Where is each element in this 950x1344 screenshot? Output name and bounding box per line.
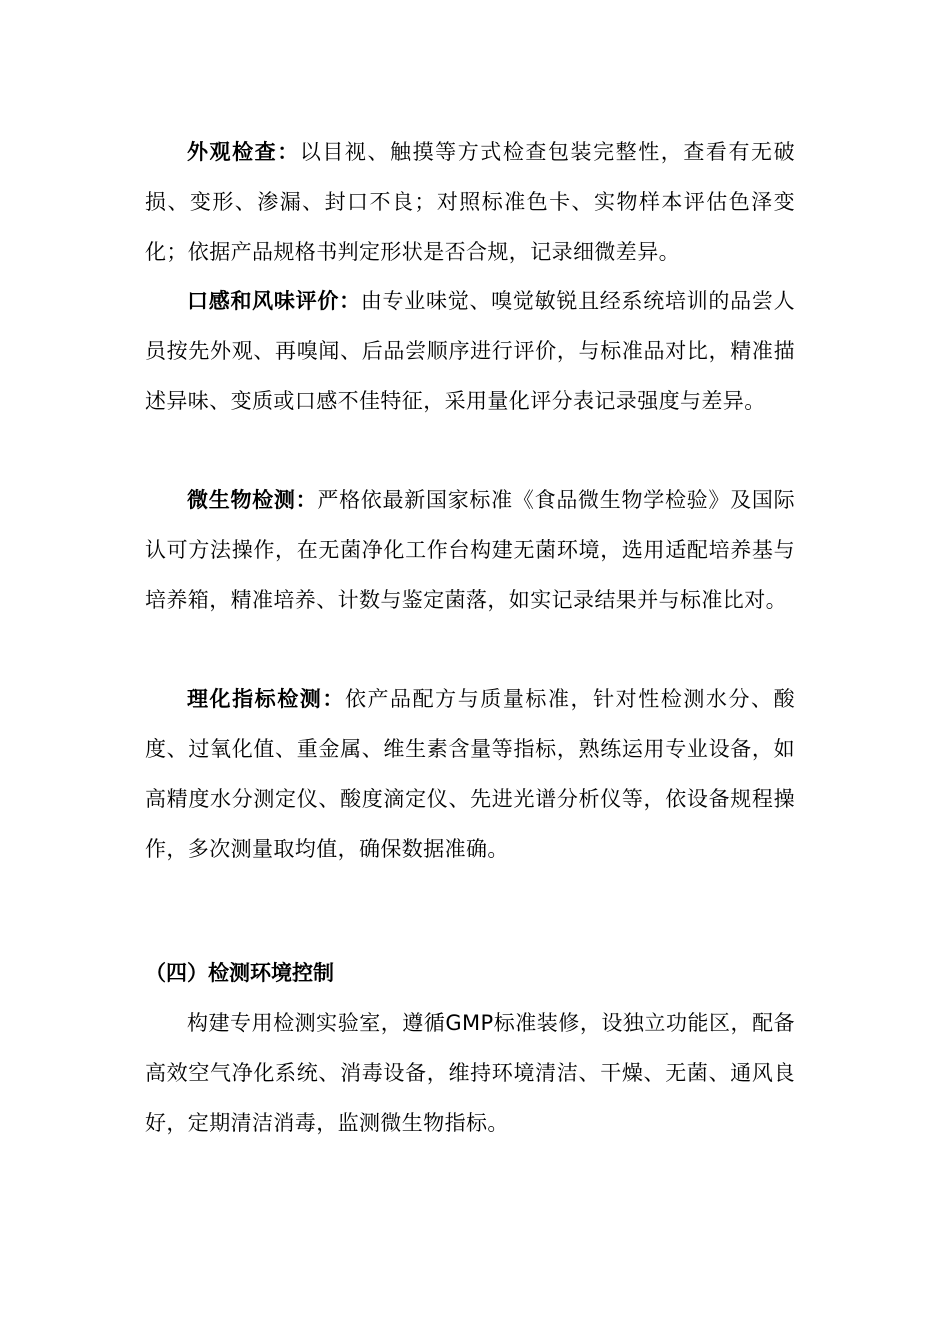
paragraph-lead: 微生物检测：: [187, 488, 318, 512]
paragraph-lead: 外观检查：: [187, 140, 300, 164]
paragraph-lead: 理化指标检测：: [187, 687, 345, 711]
paragraph-body: 以目视、触摸等方式检查包装完整性，查看有无破损、变形、渗漏、封口不良；对照标准色卡、实物样本评估色泽变化；依据产品规格书判定形状是否合规，记录细微差异。: [145, 140, 795, 264]
section-heading: （四）检测环境控制: [145, 961, 334, 985]
paragraph-environment-control: [145, 998, 795, 1148]
paragraph-body: 由专业味觉、嗅觉敏锐且经系统培训的品尝人员按先外观、再嗅闻、后品尝顺序进行评价，与标准品对比，精准描述异味、变质或口感不佳特征，采用量化评分表记录强度与差异。: [145, 289, 796, 413]
paragraph-appearance-inspection: [145, 127, 795, 277]
paragraph-body: 依产品配方与质量标准，针对性检测水分、酸度、过氧化值、重金属、维生素含量等指标，熟练运用专业设备，如高精度水分测定仪、酸度滴定仪、先进光谱分析仪等，依设备规程操作，多次测量取均值，确保数据准确。: [145, 687, 795, 861]
paragraph-lead: 口感和风味评价：: [187, 289, 361, 313]
paragraph-body: 构建专用检测实验室，遵循GMP标准装修，设独立功能区，配备高效空气净化系统、消毒设备，维持环境清洁、干燥、无菌、通风良好，定期清洁消毒，监测微生物指标。: [145, 1011, 795, 1135]
paragraph-microbial-testing: [145, 475, 795, 625]
paragraph-taste-evaluation: [145, 276, 795, 426]
paragraph-physchem-testing: [145, 674, 795, 874]
paragraph-body: 严格依最新国家标准《食品微生物学检验》及国际认可方法操作，在无菌净化工作台构建无菌环境，选用适配培养基与培养箱，精准培养、计数与鉴定菌落，如实记录结果并与标准比对。: [145, 488, 795, 612]
